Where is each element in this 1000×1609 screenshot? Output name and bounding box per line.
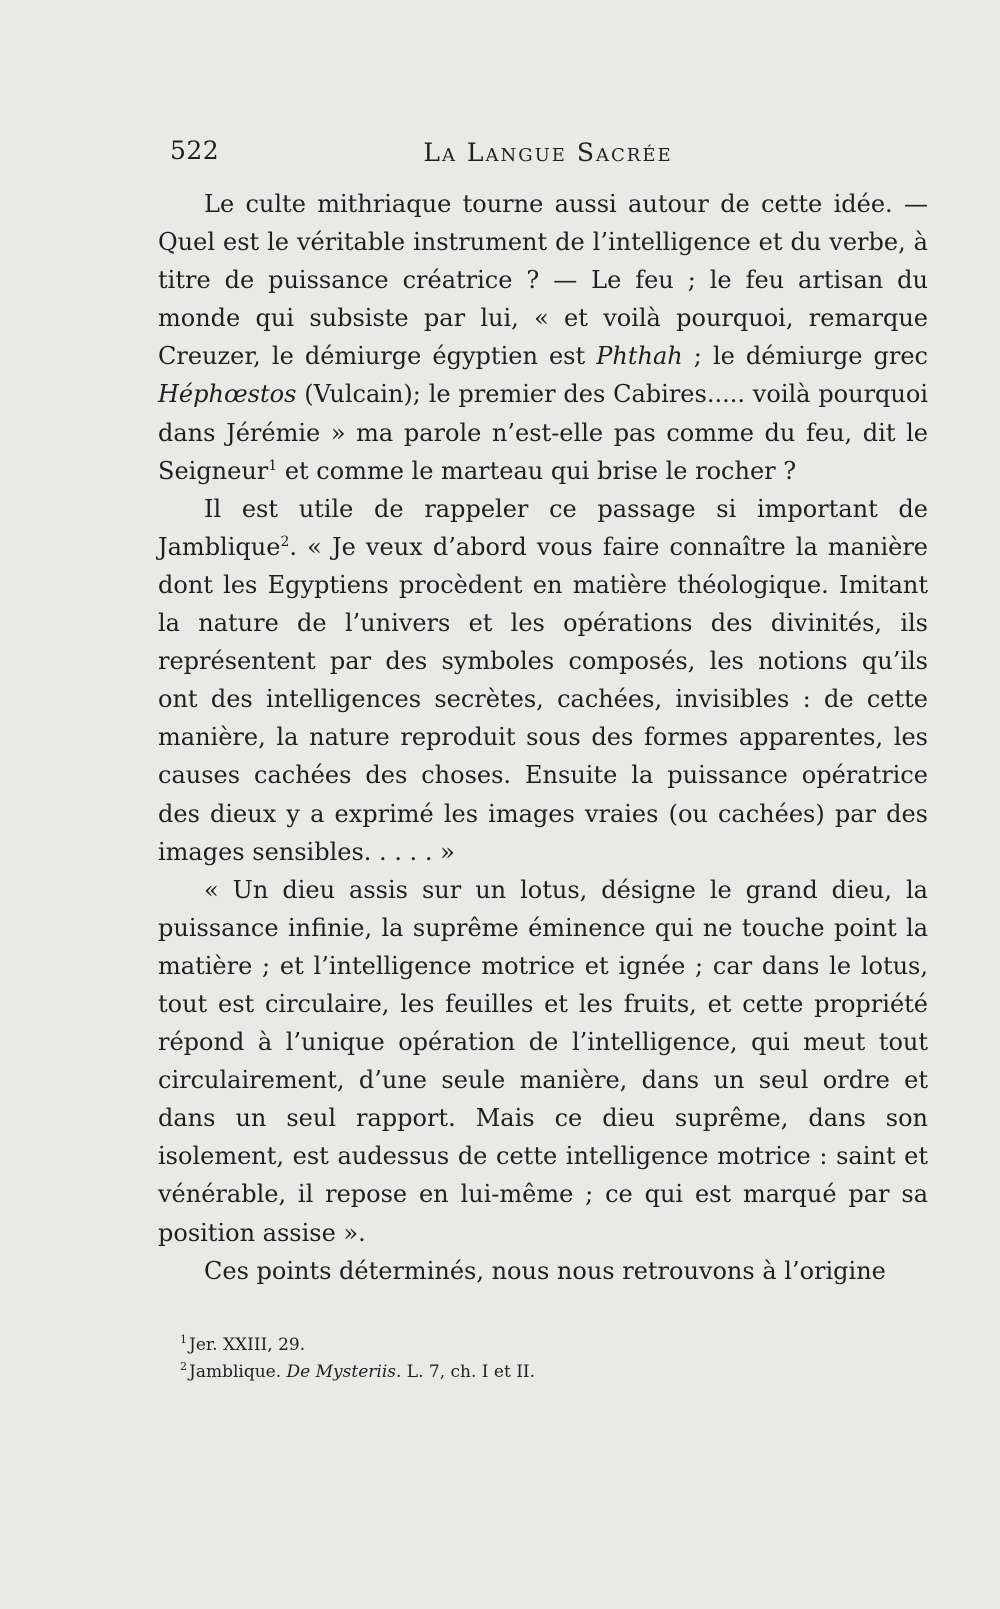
paragraph-1-text-a: Le culte mithriaque tourne aussi autour de cette idée. — Quel est le véritable instrument de l’intelligence et du verbe, à titre de puissance créatrice ? — Le feu ; le feu artisan du monde qui subsiste par lui, « et voilà pourquoi, remarque Creuzer, le démiurge égyptien est	[158, 190, 928, 371]
paragraph-2-text-b: . « Je veux d’abord vous faire connaître la manière dont les Egyptiens procèdent en matière théologique. Imitant la nature de l’univers et les opérations des divinités, ils représentent par des symboles composés, les notions qu’ils ont des intelligences secrètes, cachées, invisibles : de cette manière, la nature reproduit sous des formes apparentes, les causes cachées des choses. Ensuite la puissance opératrice des dieux y a exprimé les images vraies (ou cachées) par des images sensibles. . . . . »	[158, 532, 928, 866]
footnote-1-mark: 1	[180, 1333, 187, 1347]
paragraph-2	[158, 490, 928, 871]
paragraph-1	[158, 185, 928, 490]
footnote-1-text: Jer. XXIII, 29.	[189, 1335, 306, 1355]
body-text	[158, 185, 928, 1290]
phthah-italic: Phthah	[596, 342, 683, 371]
paragraph-2-text-a: Il est utile de rappeler ce passage si important de Jamblique	[158, 494, 928, 561]
running-title: La Langue Sacrée	[423, 138, 673, 167]
paragraph-1-text-c: (Vulcain); le premier des Cabires..... voilà pourquoi dans Jérémie » ma parole n’est-elle pas comme du feu, dit le Seigneur	[158, 380, 928, 485]
page-header	[168, 136, 928, 176]
paragraph-1-text-b: ; le démiurge grec	[682, 342, 928, 371]
footnote-2-title-italic: De Mysteriis	[286, 1362, 396, 1382]
footnote-ref-2: 2	[280, 533, 290, 550]
footnote-1	[180, 1332, 900, 1359]
footnote-2-text-b: . L. 7, ch. I et II.	[395, 1362, 536, 1382]
paragraph-3: « Un dieu assis sur un lotus, désigne le grand dieu, la puissance infinie, la suprême éminence qui ne touche point la matière ; et l’intelligence motrice et ignée ; car dans le lotus, tout est circulaire, les feuilles et les fruits, et cette propriété répond à l’unique opération de l’intelligence, qui meut tout circulairement, d’une seule manière, dans un seul ordre et dans un seul rapport. Mais ce dieu suprême, dans son isolement, est audessus de cette intelligence motrice : saint et vénérable, il repose en lui-même ; ce qui est marqué par sa position assise ».	[158, 875, 928, 1247]
hephaestos-italic: Héphœstos	[158, 380, 297, 409]
paragraph-4: Ces points déterminés, nous nous retrouvons à l’origine	[204, 1256, 886, 1285]
page-number: 522	[170, 136, 220, 165]
footnotes	[180, 1332, 900, 1386]
footnote-2	[180, 1359, 900, 1386]
footnote-ref-1: 1	[268, 457, 278, 474]
footnote-2-mark: 2	[180, 1360, 187, 1374]
paragraph-1-text-d: et comme le marteau qui brise le rocher ?	[277, 456, 797, 485]
footnote-2-text-a: Jamblique.	[189, 1362, 287, 1382]
